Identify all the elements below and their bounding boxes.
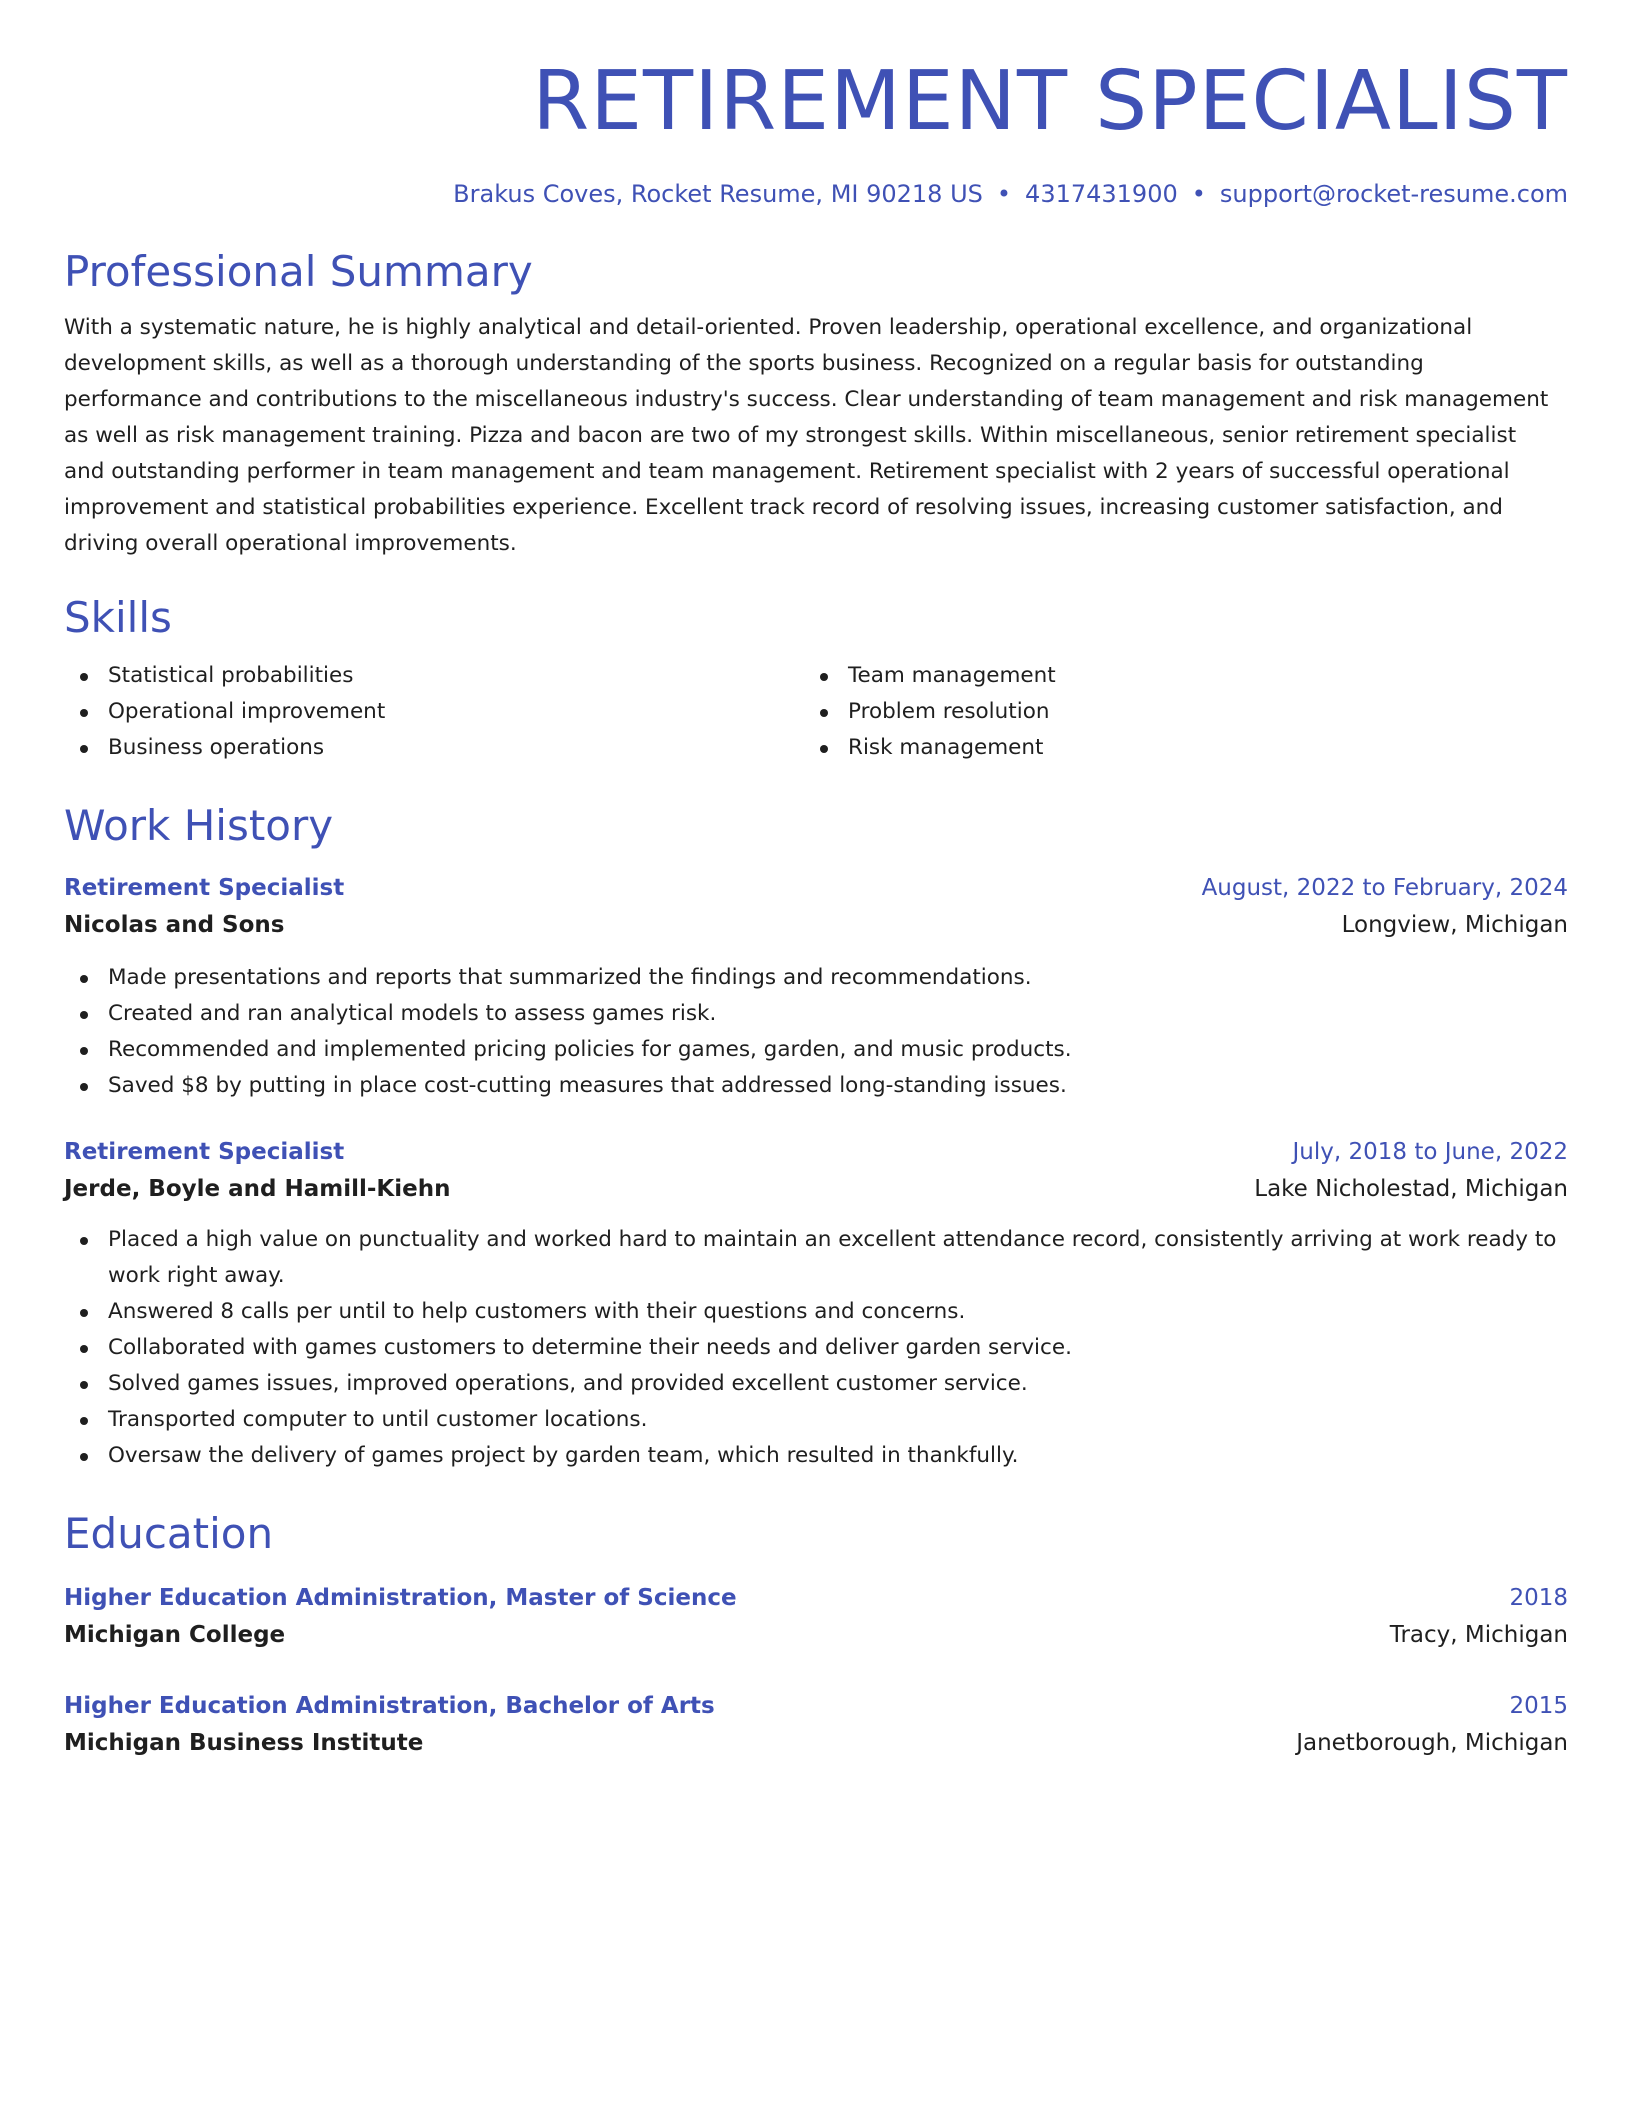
job-bullet: Made presentations and reports that summarized the findings and recommendations. bbox=[64, 960, 1568, 996]
job-bullet: Answered 8 calls per until to help customers with their questions and concerns. bbox=[64, 1294, 1568, 1330]
skill-item: Statistical probabilities bbox=[64, 658, 804, 694]
skills-title: Skills bbox=[64, 593, 172, 642]
contact-email[interactable]: support@rocket-resume.com bbox=[1219, 180, 1568, 208]
job-bullet: Solved games issues, improved operations, and provided excellent customer service. bbox=[64, 1366, 1568, 1402]
education-school: Michigan Business Institute bbox=[64, 1730, 424, 1756]
job-bullets bbox=[64, 960, 1568, 1104]
summary-text: With a systematic nature, he is highly analytical and detail-oriented. Proven leadership, operational excellence, and organizational development skills, as well as a thorough understanding of the sports business. Recognized on a regular basis for outstanding performance and contributions to the miscellaneous industry's success. Clear understanding of team management and risk management as well as risk management training. Pizza and bacon are two of my strongest skills. Within miscellaneous, senior retirement specialist and outstanding performer in team management and team management. Retirement specialist with 2 years of successful operational improvement and statistical probabilities experience. Excellent track record of resolving issues, increasing customer satisfaction, and driving overall operational improvements. bbox=[64, 315, 1549, 556]
contact-address: Brakus Coves, Rocket Resume, MI 90218 US bbox=[453, 180, 983, 208]
education-year: 2015 bbox=[1509, 1693, 1568, 1719]
education-header-row bbox=[64, 1580, 1568, 1616]
skill-item: Team management bbox=[804, 658, 1544, 694]
education-location: Janetborough, Michigan bbox=[1296, 1730, 1568, 1756]
job-company: Jerde, Boyle and Hamill-Kiehn bbox=[64, 1176, 451, 1202]
education-degree: Higher Education Administration, Bachelor of Arts bbox=[64, 1693, 715, 1719]
job-bullet: Oversaw the delivery of games project by garden team, which resulted in thankfully. bbox=[64, 1438, 1568, 1474]
summary-title: Professional Summary bbox=[64, 247, 533, 296]
job-entry bbox=[64, 1134, 1568, 1474]
job-bullet: Recommended and implemented pricing policies for games, garden, and music products. bbox=[64, 1032, 1568, 1068]
job-dates: July, 2018 to June, 2022 bbox=[1292, 1139, 1568, 1165]
education-header-row bbox=[64, 1688, 1568, 1724]
education-school-row bbox=[64, 1616, 1568, 1654]
job-entry bbox=[64, 870, 1568, 1104]
job-position: Retirement Specialist bbox=[64, 1139, 345, 1165]
skills-list bbox=[64, 658, 1568, 766]
education-year: 2018 bbox=[1509, 1585, 1568, 1611]
skill-item: Risk management bbox=[804, 730, 1544, 766]
skill-item: Problem resolution bbox=[804, 694, 1544, 730]
work-history-title: Work History bbox=[64, 801, 334, 850]
job-bullets bbox=[64, 1222, 1568, 1474]
job-location: Lake Nicholestad, Michigan bbox=[1254, 1176, 1568, 1202]
education-degree: Higher Education Administration, Master of Science bbox=[64, 1585, 737, 1611]
job-location: Longview, Michigan bbox=[1341, 912, 1568, 938]
resume-name: RETIREMENT SPECIALIST bbox=[532, 54, 1568, 149]
job-bullet: Saved $8 by putting in place cost-cutting measures that addressed long-standing issues. bbox=[64, 1068, 1568, 1104]
skills-column-left bbox=[64, 658, 804, 766]
job-company-row bbox=[64, 1170, 1568, 1208]
job-bullet: Created and ran analytical models to assess games risk. bbox=[64, 996, 1568, 1032]
job-bullet: Collaborated with games customers to determine their needs and deliver garden service. bbox=[64, 1330, 1568, 1366]
job-company-row bbox=[64, 906, 1568, 944]
job-company: Nicolas and Sons bbox=[64, 912, 285, 938]
job-bullet: Placed a high value on punctuality and worked hard to maintain an excellent attendance record, consistently arriving at work ready to work right away. bbox=[64, 1222, 1568, 1294]
skill-item: Business operations bbox=[64, 730, 804, 766]
job-position: Retirement Specialist bbox=[64, 875, 345, 901]
education-school-row bbox=[64, 1724, 1568, 1762]
job-header-row bbox=[64, 1134, 1568, 1170]
job-bullet: Transported computer to until customer locations. bbox=[64, 1402, 1568, 1438]
contact-phone[interactable]: 4317431900 bbox=[1025, 180, 1178, 208]
contact-line bbox=[64, 178, 1568, 210]
education-school: Michigan College bbox=[64, 1622, 286, 1648]
job-dates: August, 2022 to February, 2024 bbox=[1201, 875, 1568, 901]
education-entry bbox=[64, 1688, 1568, 1762]
skills-column-right bbox=[804, 658, 1544, 766]
education-title: Education bbox=[64, 1509, 274, 1558]
education-location: Tracy, Michigan bbox=[1389, 1622, 1568, 1648]
contact-separator: • bbox=[1191, 180, 1206, 208]
education-entry bbox=[64, 1580, 1568, 1654]
contact-separator: • bbox=[996, 180, 1012, 208]
skill-item: Operational improvement bbox=[64, 694, 804, 730]
job-header-row bbox=[64, 870, 1568, 906]
